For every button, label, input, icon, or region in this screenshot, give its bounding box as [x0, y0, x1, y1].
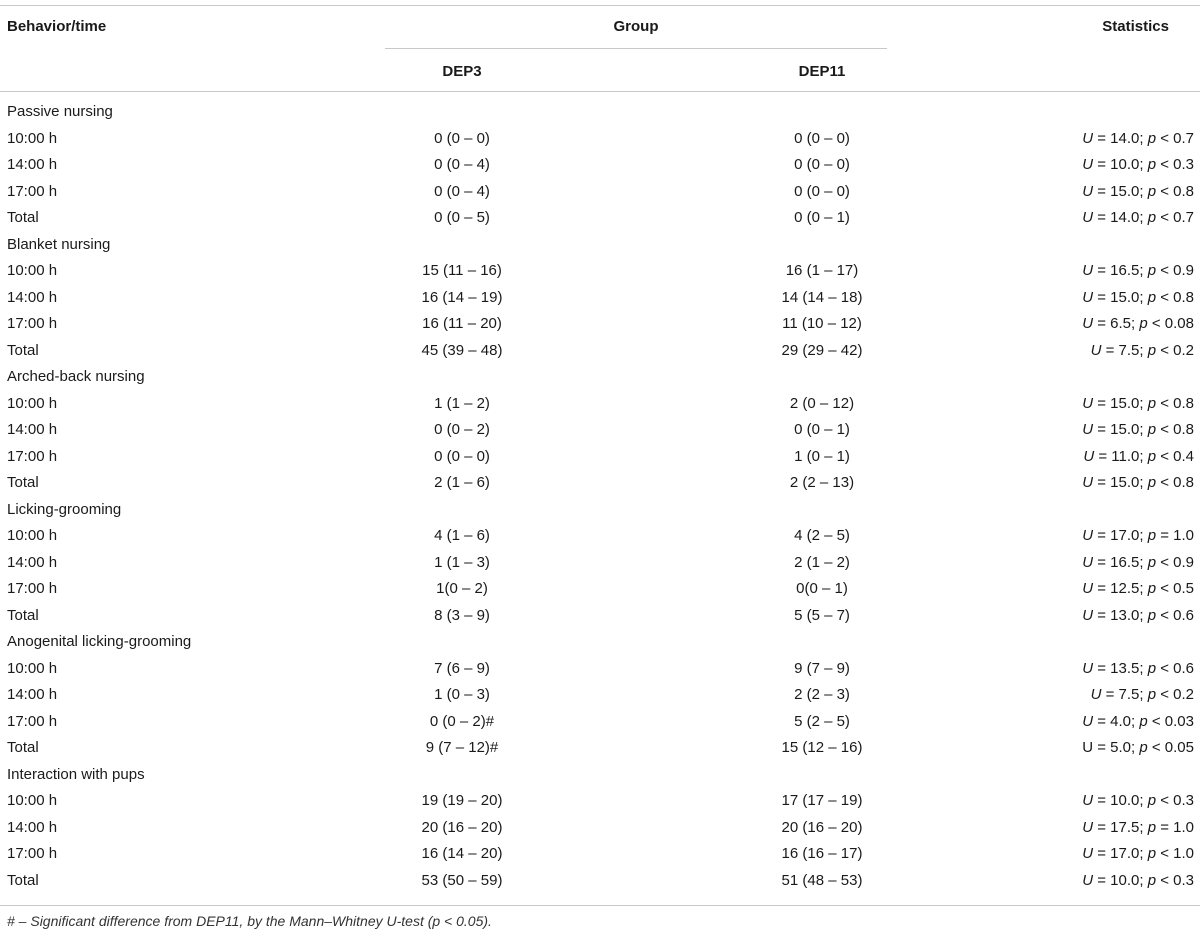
- dep11-value: 0 (0 – 0): [794, 182, 850, 200]
- p-symbol: p: [1147, 792, 1157, 809]
- p-value: < 0.6: [1156, 606, 1194, 624]
- table-row: [0, 841, 1200, 868]
- time-label: 17:00 h: [7, 580, 58, 597]
- table-row: [0, 338, 1200, 365]
- dep11-value: 16 (16 – 17): [781, 845, 863, 862]
- dep3-value: 15 (11 – 16): [422, 262, 502, 279]
- statistics-value: [1091, 682, 1194, 708]
- u-symbol: U: [1090, 686, 1102, 703]
- u-value: = 7.5;: [1101, 686, 1148, 703]
- dep3-value: 0 (0 – 0): [434, 447, 490, 465]
- u-symbol: U: [1083, 447, 1095, 465]
- u-symbol: U: [1082, 315, 1094, 332]
- table-row: [0, 815, 1200, 842]
- u-value: = 17.5;: [1093, 818, 1148, 836]
- p-symbol: p: [1147, 262, 1157, 279]
- dep3-value: 16 (14 – 20): [421, 845, 503, 862]
- u-value: = 10.0;: [1093, 792, 1148, 809]
- statistics-value: [1082, 258, 1194, 284]
- time-label: 17:00 h: [7, 447, 58, 465]
- table-row: [0, 603, 1200, 630]
- header-group: Group: [613, 18, 659, 35]
- statistics-value: [1082, 179, 1194, 205]
- u-value: = 6.5;: [1093, 315, 1140, 332]
- p-value: < 0.8: [1156, 182, 1194, 200]
- p-value: < 0.9: [1156, 553, 1194, 571]
- u-value: = 15.0;: [1093, 421, 1148, 438]
- dep3-value: 1 (1 – 3): [434, 553, 490, 571]
- section-row: [0, 762, 1200, 789]
- p-symbol: p: [1147, 871, 1157, 889]
- time-label: Total: [7, 739, 39, 756]
- dep3-value: 4 (1 – 6): [434, 527, 490, 544]
- statistics-value: [1082, 788, 1194, 814]
- dep3-value: 0 (0 – 5): [434, 209, 490, 226]
- statistics-value: [1082, 868, 1194, 894]
- time-label: Total: [7, 341, 39, 359]
- u-symbol: U: [1090, 341, 1102, 359]
- p-value: < 0.3: [1156, 792, 1194, 809]
- time-label: 17:00 h: [7, 182, 58, 200]
- u-value: = 14.0;: [1093, 209, 1148, 226]
- p-value: < 0.9: [1156, 262, 1194, 279]
- statistics-value: [1082, 311, 1194, 337]
- dep11-value: 9 (7 – 9): [794, 659, 850, 677]
- dep3-value: 9 (7 – 12)#: [425, 739, 499, 756]
- p-symbol: p: [1147, 845, 1157, 862]
- table-row: [0, 735, 1200, 762]
- p-symbol: p: [1147, 580, 1157, 597]
- dep11-value: 51 (48 – 53): [781, 871, 863, 889]
- dep11-value: 29 (29 – 42): [781, 341, 863, 359]
- bottom-rule: [0, 905, 1200, 906]
- p-symbol: p: [1147, 474, 1157, 491]
- p-symbol: p: [1139, 315, 1148, 332]
- dep3-value: 0 (0 – 4): [434, 156, 490, 173]
- statistics-value: [1082, 126, 1194, 152]
- statistics-value: [1082, 470, 1194, 496]
- time-label: 14:00 h: [7, 686, 58, 703]
- dep11-value: 16 (1 – 17): [785, 262, 859, 279]
- time-label: 10:00 h: [7, 394, 58, 412]
- time-label: Total: [7, 209, 39, 226]
- dep3-value: 7 (6 – 9): [434, 659, 490, 677]
- section-title: Passive nursing: [7, 103, 113, 120]
- table-row: [0, 126, 1200, 153]
- p-symbol: p: [1147, 447, 1157, 465]
- p-value: < 0.8: [1156, 394, 1194, 412]
- statistics-value: [1082, 841, 1194, 867]
- u-value: = 5.0;: [1093, 739, 1140, 756]
- section-row: [0, 629, 1200, 656]
- table-row: [0, 868, 1200, 895]
- section-row: [0, 99, 1200, 126]
- u-symbol: U: [1082, 421, 1094, 438]
- u-value: = 4.0;: [1093, 712, 1140, 730]
- u-value: = 11.0;: [1094, 447, 1148, 465]
- p-symbol: p: [1147, 553, 1157, 571]
- p-symbol: p: [1147, 182, 1157, 200]
- p-value: < 0.2: [1156, 341, 1194, 359]
- table-row: [0, 470, 1200, 497]
- statistics-value: [1082, 417, 1194, 443]
- dep11-value: 2 (0 – 12): [789, 394, 855, 412]
- p-symbol: p: [1147, 606, 1157, 624]
- time-label: 10:00 h: [7, 792, 58, 809]
- u-symbol: U: [1082, 156, 1094, 173]
- u-value: = 15.0;: [1093, 288, 1148, 306]
- time-label: 17:00 h: [7, 845, 58, 862]
- u-value: = 15.0;: [1093, 394, 1148, 412]
- u-symbol: U: [1082, 553, 1094, 571]
- header-statistics: Statistics: [1102, 18, 1169, 35]
- p-symbol: p: [1147, 686, 1157, 703]
- u-symbol: U: [1082, 871, 1094, 889]
- p-value: < 0.05: [1147, 739, 1194, 756]
- group-rule: [385, 48, 887, 49]
- dep11-value: 4 (2 – 5): [794, 527, 850, 544]
- p-value: < 0.7: [1156, 129, 1194, 147]
- dep3-value: 53 (50 – 59): [421, 871, 503, 889]
- u-symbol: U: [1082, 580, 1094, 597]
- p-value: < 0.2: [1156, 686, 1194, 703]
- table-row: [0, 391, 1200, 418]
- time-label: 17:00 h: [7, 315, 58, 332]
- u-value: = 15.0;: [1093, 182, 1148, 200]
- table-row: [0, 285, 1200, 312]
- header-behavior-time: Behavior/time: [7, 18, 107, 35]
- u-value: = 16.5;: [1093, 553, 1148, 571]
- statistics-value: [1082, 285, 1194, 311]
- p-symbol: p: [1147, 209, 1157, 226]
- u-symbol: U: [1082, 394, 1094, 412]
- dep11-value: 20 (16 – 20): [781, 818, 863, 836]
- dep11-value: 2 (1 – 2): [794, 553, 850, 571]
- section-title: Arched-back nursing: [7, 368, 145, 385]
- section-title: Interaction with pups: [7, 765, 145, 783]
- p-value: < 0.3: [1156, 156, 1194, 173]
- top-rule: [0, 5, 1200, 6]
- table-row: [0, 788, 1200, 815]
- dep11-value: 11 (10 – 12): [782, 315, 862, 332]
- table-row: [0, 576, 1200, 603]
- p-value: < 0.08: [1147, 315, 1194, 332]
- p-symbol: p: [1147, 421, 1157, 438]
- dep11-value: 0 (0 – 0): [794, 156, 850, 173]
- p-value: < 0.4: [1156, 447, 1194, 465]
- table-body: [0, 99, 1200, 894]
- dep3-value: 0 (0 – 2): [434, 421, 490, 438]
- u-symbol: U: [1082, 182, 1094, 200]
- p-symbol: p: [1147, 818, 1157, 836]
- dep3-value: 16 (14 – 19): [421, 288, 503, 306]
- p-value: < 0.8: [1156, 421, 1194, 438]
- dep3-value: 20 (16 – 20): [421, 818, 503, 836]
- dep11-value: 0 (0 – 1): [794, 209, 850, 226]
- u-symbol: U: [1082, 818, 1094, 836]
- p-value: = 1.0: [1156, 527, 1194, 544]
- p-value: = 1.0: [1156, 818, 1194, 836]
- time-label: 10:00 h: [7, 129, 58, 147]
- dep3-value: 19 (19 – 20): [421, 792, 503, 809]
- u-value: = 17.0;: [1093, 845, 1148, 862]
- dep3-value: 16 (11 – 20): [422, 315, 502, 332]
- table-row: [0, 709, 1200, 736]
- statistics-value: [1082, 709, 1194, 735]
- p-symbol: p: [1147, 288, 1157, 306]
- u-value: = 16.5;: [1093, 262, 1148, 279]
- time-label: Total: [7, 474, 39, 491]
- statistics-value: [1083, 444, 1194, 470]
- u-symbol: U: [1082, 845, 1094, 862]
- u-symbol: U: [1082, 712, 1094, 730]
- dep3-value: 1 (1 – 2): [434, 394, 490, 412]
- p-symbol: p: [1147, 156, 1157, 173]
- time-label: 14:00 h: [7, 156, 58, 173]
- u-symbol: U: [1082, 659, 1094, 677]
- p-value: < 0.03: [1147, 712, 1194, 730]
- p-value: < 1.0: [1156, 845, 1194, 862]
- dep11-value: 1 (0 – 1): [794, 447, 850, 465]
- u-symbol: U: [1082, 288, 1094, 306]
- table-row: [0, 205, 1200, 232]
- time-label: 10:00 h: [7, 527, 58, 544]
- dep11-value: 0 (0 – 0): [794, 129, 850, 147]
- footnote: # – Significant difference from DEP11, by the Mann–Whitney U-test (p < 0.05).: [7, 913, 492, 929]
- statistics-value: [1082, 735, 1194, 761]
- table-row: [0, 417, 1200, 444]
- time-label: 10:00 h: [7, 659, 58, 677]
- u-value: = 10.0;: [1093, 156, 1148, 173]
- dep3-value: 0 (0 – 0): [434, 129, 490, 147]
- table-row: [0, 152, 1200, 179]
- p-symbol: p: [1139, 712, 1148, 730]
- u-value: = 14.0;: [1093, 129, 1148, 147]
- u-symbol: U: [1082, 262, 1094, 279]
- p-value: < 0.6: [1156, 659, 1194, 677]
- dep3-value: 0 (0 – 4): [434, 182, 490, 200]
- u-symbol: U: [1082, 739, 1094, 756]
- dep11-value: 2 (2 – 3): [794, 686, 850, 703]
- u-value: = 12.5;: [1093, 580, 1148, 597]
- section-title: Anogenital licking-grooming: [7, 633, 192, 650]
- time-label: 14:00 h: [7, 421, 58, 438]
- p-symbol: p: [1147, 394, 1157, 412]
- table-row: [0, 682, 1200, 709]
- section-title: Licking-grooming: [7, 500, 122, 518]
- u-symbol: U: [1082, 792, 1094, 809]
- dep3-value: 1 (0 – 3): [434, 686, 490, 703]
- time-label: 17:00 h: [7, 712, 58, 730]
- p-symbol: p: [1147, 341, 1157, 359]
- header-dep11: DEP11: [798, 63, 846, 80]
- dep11-value: 17 (17 – 19): [781, 792, 863, 809]
- dep11-value: 15 (12 – 16): [781, 739, 863, 756]
- u-value: = 17.0;: [1093, 527, 1148, 544]
- table-row: [0, 311, 1200, 338]
- table-row: [0, 523, 1200, 550]
- dep3-value: 2 (1 – 6): [434, 474, 490, 491]
- p-value: < 0.7: [1156, 209, 1194, 226]
- dep11-value: 5 (2 – 5): [794, 712, 850, 730]
- p-value: < 0.8: [1156, 474, 1194, 491]
- time-label: 14:00 h: [7, 818, 58, 836]
- u-symbol: U: [1082, 527, 1094, 544]
- dep3-value: 8 (3 – 9): [434, 606, 490, 624]
- time-label: Total: [7, 606, 39, 624]
- table-row: [0, 179, 1200, 206]
- u-symbol: U: [1082, 129, 1094, 147]
- u-symbol: U: [1082, 474, 1094, 491]
- statistics-value: [1082, 603, 1194, 629]
- statistics-value: [1082, 550, 1194, 576]
- u-value: = 13.5;: [1093, 659, 1148, 677]
- p-symbol: p: [1147, 659, 1157, 677]
- statistics-value: [1082, 391, 1194, 417]
- dep11-value: 14 (14 – 18): [781, 288, 863, 306]
- section-title: Blanket nursing: [7, 235, 111, 253]
- table-row: [0, 444, 1200, 471]
- statistics-value: [1082, 205, 1194, 231]
- table-row: [0, 656, 1200, 683]
- time-label: 14:00 h: [7, 553, 58, 571]
- section-row: [0, 497, 1200, 524]
- dep3-value: 1(0 – 2): [436, 580, 488, 597]
- p-value: < 0.5: [1156, 580, 1194, 597]
- section-row: [0, 364, 1200, 391]
- table-row: [0, 550, 1200, 577]
- dep3-value: 0 (0 – 2)#: [429, 712, 495, 730]
- dep11-value: 0(0 – 1): [796, 580, 848, 597]
- dep3-value: 45 (39 – 48): [421, 341, 503, 359]
- u-value: = 7.5;: [1101, 341, 1148, 359]
- p-symbol: p: [1147, 527, 1157, 544]
- statistics-value: [1082, 815, 1194, 841]
- time-label: 10:00 h: [7, 262, 58, 279]
- time-label: Total: [7, 871, 39, 889]
- p-value: < 0.3: [1156, 871, 1194, 889]
- statistics-value: [1082, 656, 1194, 682]
- u-value: = 15.0;: [1093, 474, 1148, 491]
- u-value: = 10.0;: [1093, 871, 1148, 889]
- statistics-value: [1082, 523, 1194, 549]
- u-value: = 13.0;: [1093, 606, 1148, 624]
- header-bottom-rule: [0, 91, 1200, 92]
- statistics-value: [1091, 338, 1194, 364]
- dep11-value: 0 (0 – 1): [794, 421, 850, 438]
- dep11-value: 2 (2 – 13): [789, 474, 855, 491]
- dep11-value: 5 (5 – 7): [794, 606, 850, 624]
- statistics-value: [1082, 152, 1194, 178]
- section-row: [0, 232, 1200, 259]
- u-symbol: U: [1082, 606, 1094, 624]
- statistics-value: [1082, 576, 1194, 602]
- table-row: [0, 258, 1200, 285]
- p-symbol: p: [1139, 739, 1148, 756]
- time-label: 14:00 h: [7, 288, 58, 306]
- p-symbol: p: [1147, 129, 1157, 147]
- u-symbol: U: [1082, 209, 1094, 226]
- header-dep3: DEP3: [442, 63, 482, 80]
- p-value: < 0.8: [1156, 288, 1194, 306]
